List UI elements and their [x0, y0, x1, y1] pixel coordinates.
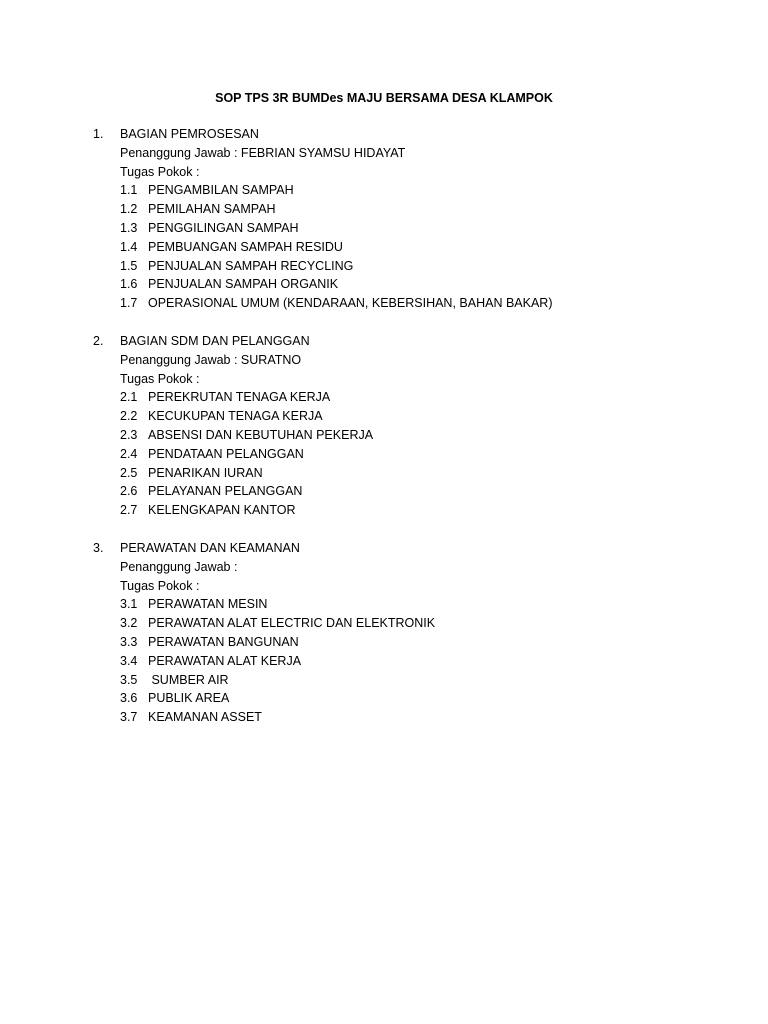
task-label: PELAYANAN PELANGGAN [148, 484, 303, 499]
task-number: 2.3 [120, 427, 138, 442]
document-title: SOP TPS 3R BUMDes MAJU BERSAMA DESA KLAMPOK [215, 91, 553, 105]
tasks-label: Tugas Pokok : [120, 164, 200, 179]
responsible-text: Penanggung Jawab : [120, 559, 238, 574]
task-label: SUMBER AIR [148, 672, 229, 687]
task-label: PENDATAAN PELANGGAN [148, 446, 304, 461]
task-number: 1.7 [120, 296, 138, 311]
task-label: KECUKUPAN TENAGA KERJA [148, 409, 323, 424]
task-label: KEAMANAN ASSET [148, 710, 262, 725]
section-number: 3. [93, 541, 104, 555]
task-number: 1.4 [120, 239, 138, 254]
task-label: PENARIKAN IURAN [148, 465, 263, 480]
task-number: 2.2 [120, 409, 138, 424]
task-label: PERAWATAN MESIN [148, 597, 268, 612]
task-number: 3.6 [120, 691, 138, 706]
task-number: 3.1 [120, 597, 138, 612]
task-label: KELENGKAPAN KANTOR [148, 503, 296, 518]
task-number: 1.5 [120, 258, 138, 273]
task-label: PUBLIK AREA [148, 691, 230, 706]
task-label: OPERASIONAL UMUM (KENDARAAN, KEBERSIHAN, BAHAN BAKAR) [148, 296, 553, 311]
task-number: 3.2 [120, 616, 138, 631]
section-name: PERAWATAN DAN KEAMANAN [120, 541, 300, 555]
responsible-text: Penanggung Jawab : SURATNO [120, 352, 302, 367]
task-label: PERAWATAN ALAT KERJA [148, 653, 302, 668]
task-label: PENGAMBILAN SAMPAH [148, 183, 294, 198]
task-number: 2.6 [120, 484, 138, 499]
task-label: PEMILAHAN SAMPAH [148, 202, 276, 217]
task-number: 3.3 [120, 634, 138, 649]
task-number: 1.6 [120, 277, 138, 292]
task-label: PERAWATAN ALAT ELECTRIC DAN ELEKTRONIK [148, 616, 436, 631]
tasks-label: Tugas Pokok : [120, 371, 200, 386]
task-label: PENJUALAN SAMPAH ORGANIK [148, 277, 339, 292]
task-number: 1.1 [120, 183, 138, 198]
section-name: BAGIAN PEMROSESAN [120, 127, 259, 141]
task-label: ABSENSI DAN KEBUTUHAN PEKERJA [148, 427, 374, 442]
responsible-text: Penanggung Jawab : FEBRIAN SYAMSU HIDAYAT [120, 145, 406, 160]
task-number: 2.1 [120, 390, 138, 405]
task-label: PERAWATAN BANGUNAN [148, 634, 299, 649]
task-number: 3.7 [120, 710, 138, 725]
task-number: 1.2 [120, 202, 138, 217]
task-number: 3.5 [120, 672, 138, 687]
task-number: 2.4 [120, 446, 138, 461]
task-number: 2.5 [120, 465, 138, 480]
task-label: PENGGILINGAN SAMPAH [148, 220, 299, 235]
task-number: 3.4 [120, 653, 138, 668]
task-label: PENJUALAN SAMPAH RECYCLING [148, 258, 354, 273]
section-number: 1. [93, 127, 104, 141]
task-number: 2.7 [120, 503, 138, 518]
tasks-label: Tugas Pokok : [120, 578, 200, 593]
section-name: BAGIAN SDM DAN PELANGGAN [120, 334, 310, 348]
task-label: PEREKRUTAN TENAGA KERJA [148, 390, 331, 405]
task-label: PEMBUANGAN SAMPAH RESIDU [148, 239, 343, 254]
task-number: 1.3 [120, 220, 138, 235]
section-number: 2. [93, 334, 104, 348]
